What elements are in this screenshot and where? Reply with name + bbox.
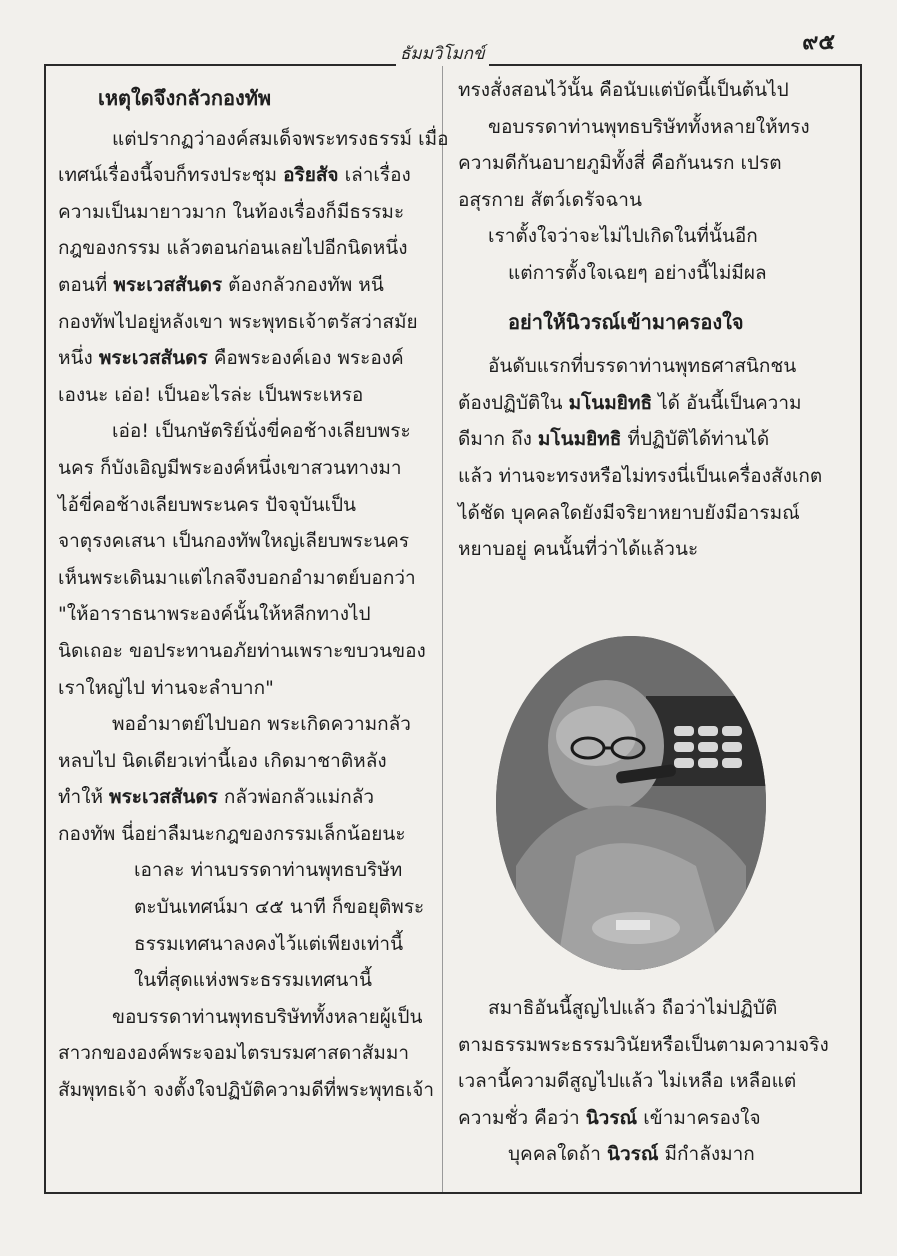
text-line: จาตุรงคเสนา เป็นกองทัพใหญ่เลียบพระนคร [58, 530, 410, 553]
paragraph [458, 990, 848, 1173]
text-line [58, 267, 438, 304]
portrait-image [496, 636, 766, 970]
bold-term: มโนมยิทธิ [537, 428, 622, 451]
text-line [458, 990, 848, 1027]
text-run: คือพระองค์เอง พระองค์ [207, 347, 404, 370]
text-line: ในที่สุดแห่งพระธรรมเทศนานี้ [134, 969, 372, 992]
text-run: ได้ อันนี้เป็นความ [652, 391, 802, 414]
text-line: ตะบันเทศน์มา ๔๕ นาที ก็ขอยุติพระ [134, 896, 425, 919]
text-run: มีกำลังมาก [658, 1143, 755, 1166]
text-run: สมาธิอันนี้สูญไปแล้ว ถือว่าไม่ปฏิบัติ [488, 997, 778, 1019]
text-line [458, 1063, 848, 1100]
text-line: แต่การตั้งใจเฉยๆ อย่างนี้ไม่มีผล [508, 261, 767, 284]
bold-term: พระเวสสันดร [98, 347, 208, 370]
text-run: ได้ชัด บุคคลใดยังมีจริยาหยาบยังมีอารมณ์ [458, 501, 800, 524]
text-line: ธรรมเทศนาลงคงไว้แต่เพียงเท่านี้ [134, 932, 404, 955]
bold-term: นิวรณ์ [606, 1143, 659, 1166]
text-line [58, 743, 438, 780]
text-line [458, 421, 848, 458]
left-column [58, 72, 449, 1109]
text-run: เวลานี้ความดีสูญไปแล้ว ไม่เหลือ เหลือแต่ [458, 1070, 797, 1093]
paragraph [458, 109, 848, 219]
text-run: ความเป็นมายาวมาก ในท้องเรื่องก็มีธรรมะ [58, 200, 405, 223]
text-line: เอ่อ! เป็นกษัตริย์นั่งขี่คอช้างเลียบพระ [112, 420, 411, 443]
running-header: ธัมมวิโมกข์ [396, 40, 489, 67]
right-column [458, 72, 848, 568]
text-line [58, 340, 438, 377]
text-line: ทรงสั่งสอนไว้นั้น คือนับแต่บัดนี้เป็นต้นไป [458, 79, 789, 101]
text-line: ความดีกันอบายภูมิทั้งสี่ คือกันนรก เปรต [458, 152, 782, 175]
paragraph [58, 852, 438, 962]
text-line: นคร ก็บังเอิญมีพระองค์หนึ่งเขาสวนทางมา [58, 456, 402, 479]
text-line: สาวกขององค์พระจอมไตรบรมศาสดาสัมมา [58, 1042, 410, 1065]
text-line [58, 157, 438, 194]
text-line: เราใหญ่ไป ท่านจะลำบาก" [58, 676, 274, 699]
text-line [58, 230, 438, 267]
text-run: พออำมาตย์ไปบอก พระเกิดความกลัว [112, 713, 411, 736]
right-column-bottom [458, 990, 848, 1173]
text-line: อสุรกาย สัตว์เดรัจฉาน [458, 188, 642, 211]
text-line [58, 194, 438, 231]
text-line [58, 816, 438, 853]
paragraph [458, 348, 848, 568]
text-run: หลบไป นิดเดียวเท่านี้เอง เกิดมาชาติหลัง [58, 749, 387, 772]
text-run: เล่าเรื่อง [338, 164, 411, 187]
text-run: ตามธรรมพระธรรมวินัยหรือเป็นตามความจริง [458, 1033, 829, 1056]
text-line [58, 377, 438, 414]
text-run: อันดับแรกที่บรรดาท่านพุทธศาสนิกชน [488, 355, 797, 378]
text-line [58, 304, 438, 341]
text-line: เราตั้งใจว่าจะไม่ไปเกิดในที่นั้นอีก [488, 225, 758, 248]
column-divider [442, 66, 443, 1192]
text-run: กฎของกรรม แล้วตอนก่อนเลยไปอีกนิดหนึ่ง [58, 237, 408, 260]
text-line [458, 348, 848, 385]
text-line [58, 706, 438, 743]
text-run: ดีมาก ถึง [458, 428, 538, 451]
bold-term: พระเวสสันดร [113, 273, 223, 296]
bold-term: พระเวสสันดร [109, 786, 218, 809]
text-run: กองทัพไปอยู่หลังเขา พระพุทธเจ้าตรัสว่าสมัย [58, 310, 418, 333]
text-line [458, 1027, 848, 1064]
text-run: หนึ่ง [58, 347, 99, 370]
text-line [458, 1136, 848, 1173]
bold-term: อริยสัจ [283, 164, 339, 187]
text-run: ที่ปฏิบัติได้ท่านได้ [621, 428, 770, 451]
paragraph [58, 706, 438, 852]
text-line: เห็นพระเดินมาแต่ไกลจึงบอกอำมาตย์บอกว่า [58, 566, 416, 589]
section-heading: เหตุใดจึงกลัวกองทัพ [98, 86, 272, 110]
paragraph [58, 999, 438, 1109]
text-run: แต่ปรากฏว่าองค์สมเด็จพระทรงธรรม์ เมื่อ [112, 127, 449, 150]
bold-term: นิวรณ์ [585, 1106, 638, 1129]
paragraph [58, 413, 438, 706]
section-heading: อย่าให้นิวรณ์เข้ามาครองใจ [508, 309, 744, 334]
text-line: สัมพุทธเจ้า จงตั้งใจปฏิบัติความดีที่พระพุทธเจ้า [58, 1079, 435, 1102]
monk-portrait-photo [496, 636, 766, 970]
text-run: ต้องปฏิบัติใน [458, 391, 569, 414]
text-line [458, 531, 848, 568]
text-line: ขอบรรดาท่านพุทธบริษัททั้งหลายผู้เป็น [112, 1005, 423, 1028]
text-run: ตอนที่ [58, 273, 114, 296]
text-run: แล้ว ท่านจะทรงหรือไม่ทรงนี่เป็นเครื่องสังเกต [458, 464, 823, 487]
text-run: หยาบอยู่ คนนั้นที่ว่าได้แล้วนะ [458, 538, 699, 561]
text-line [458, 1100, 848, 1137]
text-line [458, 385, 848, 422]
text-line: ขอบรรดาท่านพุทธบริษัททั้งหลายให้ทรง [488, 115, 810, 138]
text-line [58, 121, 449, 158]
text-line: เอาละ ท่านบรรดาท่านพุทธบริษัท [134, 859, 403, 882]
text-run: เทศน์เรื่องนี้จบก็ทรงประชุม [58, 164, 284, 187]
text-run: กลัวพ่อกลัวแม่กลัว [217, 786, 375, 809]
text-line [58, 779, 438, 816]
page-number: ๙๕ [802, 29, 835, 55]
text-line: "ให้อาราธนาพระองค์นั้นให้หลีกทางไป [58, 603, 371, 626]
bold-term: มโนมยิทธิ [568, 391, 653, 414]
text-run: ต้องกลัวกองทัพ หนี [222, 273, 384, 296]
text-run: ความชั่ว คือว่า [458, 1106, 586, 1129]
text-line: นิดเถอะ ขอประทานอภัยท่านเพราะขบวนของ [58, 639, 426, 662]
text-run: เองนะ เอ่อ! เป็นอะไรล่ะ เป็นพระเหรอ [58, 383, 364, 406]
text-line: ไอ้ขี่คอช้างเลียบพระนคร ปัจจุบันเป็น [58, 493, 357, 516]
text-run: ทำให้ [58, 786, 110, 809]
text-line [458, 458, 848, 495]
text-run: กองทัพ นี่อย่าลืมนะกฎของกรรมเล็กน้อยนะ [58, 822, 406, 845]
text-run: เข้ามาครองใจ [637, 1106, 761, 1129]
text-line [458, 495, 848, 532]
text-run: บุคคลใดถ้า [508, 1143, 607, 1166]
paragraph [58, 121, 449, 414]
